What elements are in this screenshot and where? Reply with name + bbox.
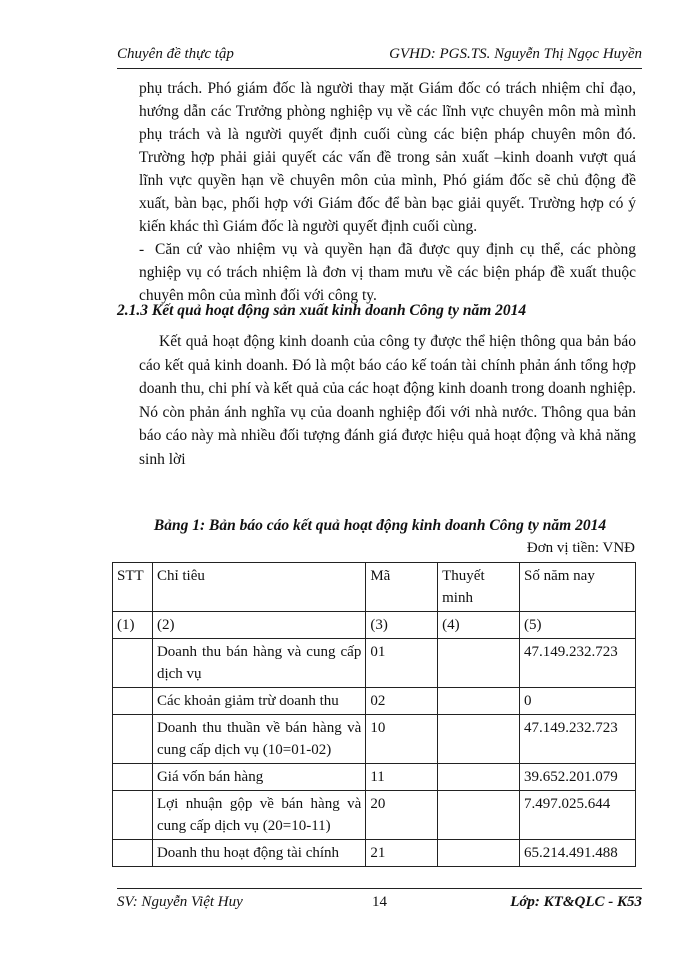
indicator-cell: Lợi nhuận gộp về bán hàng và cung cấp dịch vụ (20=10-11): [152, 791, 365, 840]
page-header: [117, 44, 642, 69]
header-cell-current-year: Số năm nay: [520, 563, 636, 612]
header-document-type: Chuyên đề thực tập: [117, 46, 234, 62]
stt-cell: [113, 840, 153, 867]
header-cell-note: Thuyết minh: [438, 563, 520, 612]
table-caption: Bảng 1: Bản báo cáo kết quả hoạt động kinh doanh Công ty năm 2014: [153, 517, 607, 534]
value-cell: 65.214.491.488: [520, 840, 636, 867]
note-cell: [438, 840, 520, 867]
income-statement-table: [112, 562, 636, 867]
value-cell: 0: [520, 688, 636, 715]
stt-cell: [113, 715, 153, 764]
paragraph-business-results: Kết quả hoạt động kinh doanh của công ty được thể hiện thông qua bản báo cáo kết quả kinh doanh. Đó là một báo cáo kế toán tài chính phản ánh tổng hợp doanh thu, chi phí và kết quả của các hoạt động kinh doanh trong doanh nghiệp. Nó còn phản ánh nghĩa vụ của doanh nghiệp đối với nhà nước. Thông qua bản báo cáo này mà nhiều đối tượng đánh giá được hiệu quả hoạt động và khả năng sinh lời: [139, 333, 636, 468]
bullet-paragraph-departments: [139, 238, 636, 307]
index-cell: (2): [152, 612, 365, 639]
note-cell: [438, 764, 520, 791]
footer-student: SV: Nguyễn Việt Huy: [117, 894, 243, 910]
paragraph-deputy-director: phụ trách. Phó giám đốc là người thay mặt Giám đốc có trách nhiệm chỉ đạo, hướng dẫn các Trưởng phòng nghiệp vụ về các lĩnh vực chuyên môn mà mình phụ trách và là người quyết định cuối cùng các biện pháp chuyên môn đó. Trường hợp phải giải quyết các vấn đề trong sản xuất –kinh doanh vượt quá lĩnh vực quyền hạn về chuyên môn của mình, Phó giám đốc sẽ chủ động đề xuất, bàn bạc, phối hợp với Giám đốc để bàn bạc giải quyết. Trường hợp có ý kiến khác thì Giám đốc là người quyết định cuối cùng.: [139, 80, 636, 235]
indicator-cell: Doanh thu bán hàng và cung cấp dịch vụ: [152, 639, 365, 688]
table-header-row: [113, 563, 636, 612]
indicator-cell: Doanh thu hoạt động tài chính: [152, 840, 365, 867]
currency-unit: Đơn vị tiền: VNĐ: [526, 540, 635, 556]
value-cell: 7.497.025.644: [520, 791, 636, 840]
note-cell: [438, 715, 520, 764]
stt-cell: [113, 791, 153, 840]
header-supervisor: GVHD: PGS.TS. Nguyễn Thị Ngọc Huyền: [389, 46, 642, 62]
table-row: [113, 639, 636, 688]
code-cell: 21: [366, 840, 438, 867]
indicator-cell: Các khoản giảm trừ doanh thu: [152, 688, 365, 715]
bullet-dash: -: [139, 241, 145, 258]
stt-cell: [113, 688, 153, 715]
note-cell: [438, 639, 520, 688]
note-cell: [438, 791, 520, 840]
index-cell: (5): [520, 612, 636, 639]
value-cell: 47.149.232.723: [520, 639, 636, 688]
page-footer: [117, 888, 642, 913]
table-row: [113, 715, 636, 764]
stt-cell: [113, 764, 153, 791]
code-cell: 11: [366, 764, 438, 791]
code-cell: 01: [366, 639, 438, 688]
index-cell: (4): [438, 612, 520, 639]
header-cell-code: Mã: [366, 563, 438, 612]
table-index-row: [113, 612, 636, 639]
header-cell-stt: STT: [113, 563, 153, 612]
note-cell: [438, 688, 520, 715]
code-cell: 10: [366, 715, 438, 764]
code-cell: 20: [366, 791, 438, 840]
value-cell: 47.149.232.723: [520, 715, 636, 764]
code-cell: 02: [366, 688, 438, 715]
stt-cell: [113, 639, 153, 688]
table-row: [113, 688, 636, 715]
bullet-text: Căn cứ vào nhiệm vụ và quyền hạn đã được quy định cụ thể, các phòng nghiệp vụ có trách nhiệm là đơn vị tham mưu về các biện pháp đề xuất thuộc chuyên môn của mình đối với công ty.: [139, 241, 636, 304]
section-heading: 2.1.3 Kết quả hoạt động sản xuất kinh doanh Công ty năm 2014: [117, 302, 527, 319]
value-cell: 39.652.201.079: [520, 764, 636, 791]
header-cell-indicator: Chỉ tiêu: [152, 563, 365, 612]
page-number: 14: [372, 894, 387, 910]
indicator-cell: Giá vốn bán hàng: [152, 764, 365, 791]
index-cell: (3): [366, 612, 438, 639]
indicator-cell: Doanh thu thuần về bán hàng và cung cấp dịch vụ (10=01-02): [152, 715, 365, 764]
index-cell: (1): [113, 612, 153, 639]
table-row: [113, 764, 636, 791]
table-row: [113, 791, 636, 840]
table-row: [113, 840, 636, 867]
footer-class: Lớp: KT&QLC - K53: [510, 894, 642, 910]
